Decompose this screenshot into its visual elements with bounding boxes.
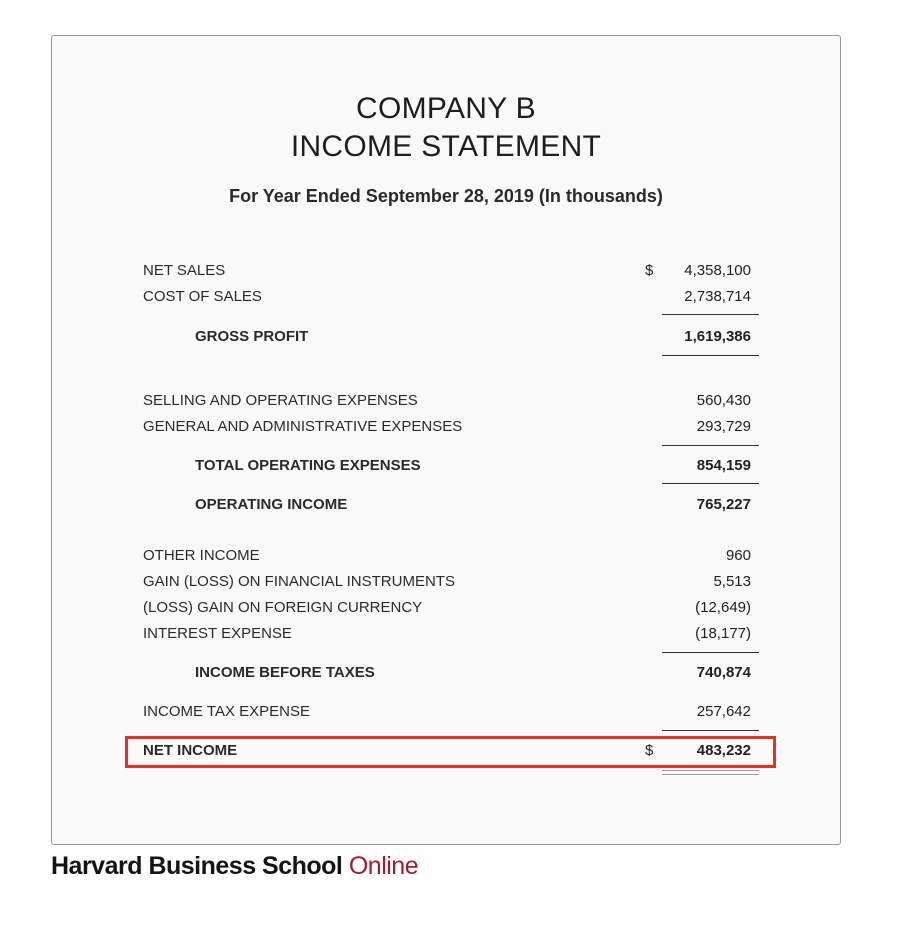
double-underline-rule (662, 770, 759, 775)
subtotal-rule (662, 355, 759, 356)
line-value: (18,177) (695, 625, 751, 642)
income-statement-card (51, 35, 841, 845)
line-value: 1,619,386 (684, 328, 751, 345)
line-cost-of-sales (52, 288, 840, 310)
line-label: NET SALES (143, 262, 226, 279)
line-label: OPERATING INCOME (195, 496, 348, 513)
line-value: 765,227 (696, 496, 751, 513)
line-label: COST OF SALES (143, 288, 262, 305)
line-income-before-taxes (52, 664, 840, 686)
line-value: 257,642 (696, 703, 751, 720)
hbs-online-logo (51, 852, 418, 881)
subtotal-rule (662, 445, 759, 446)
line-label: GROSS PROFIT (195, 328, 309, 345)
brand-name: Harvard Business School (51, 852, 343, 880)
line-label: TOTAL OPERATING EXPENSES (195, 457, 421, 474)
line-label: SELLING AND OPERATING EXPENSES (143, 392, 418, 409)
line-operating-income (52, 496, 840, 518)
subtotal-rule (662, 314, 759, 315)
subtotal-rule (662, 483, 759, 484)
line-net-sales (52, 262, 840, 284)
statement-title: INCOME STATEMENT (290, 130, 602, 163)
line-value: 483,232 (696, 742, 751, 759)
line-general-admin (52, 418, 840, 440)
currency-symbol: $ (645, 742, 654, 759)
line-value: 560,430 (696, 392, 751, 409)
company-name: COMPANY B (356, 92, 536, 125)
line-value: 293,729 (696, 418, 751, 435)
line-value: 960 (725, 547, 751, 564)
brand-suffix: Online (348, 852, 419, 880)
line-label: GAIN (LOSS) ON FINANCIAL INSTRUMENTS (143, 573, 455, 590)
line-selling-operating (52, 392, 840, 414)
line-value: 2,738,714 (684, 288, 751, 305)
line-label: INCOME TAX EXPENSE (143, 703, 310, 720)
line-value: 740,874 (696, 664, 751, 681)
line-gain-loss-financial (52, 573, 840, 595)
line-other-income (52, 547, 840, 569)
line-value: 854,159 (696, 457, 751, 474)
statement-subtitle: For Year Ended September 28, 2019 (In thousands) (229, 186, 663, 206)
line-value: 5,513 (713, 573, 751, 590)
line-value: (12,649) (695, 599, 751, 616)
line-label: INTEREST EXPENSE (143, 625, 292, 642)
line-total-operating (52, 457, 840, 479)
line-label: (LOSS) GAIN ON FOREIGN CURRENCY (143, 599, 423, 616)
subtotal-rule (662, 730, 759, 731)
subtotal-rule (662, 652, 759, 653)
line-label: GENERAL AND ADMINISTRATIVE EXPENSES (143, 418, 463, 435)
line-label: OTHER INCOME (143, 547, 260, 564)
line-interest-expense (52, 625, 840, 647)
line-income-tax (52, 703, 840, 725)
currency-symbol: $ (645, 262, 654, 279)
line-value: 4,358,100 (684, 262, 751, 279)
line-label: INCOME BEFORE TAXES (195, 664, 375, 681)
line-loss-gain-currency (52, 599, 840, 621)
line-gross-profit (52, 328, 840, 350)
line-label: NET INCOME (143, 742, 238, 759)
line-net-income (52, 742, 840, 764)
